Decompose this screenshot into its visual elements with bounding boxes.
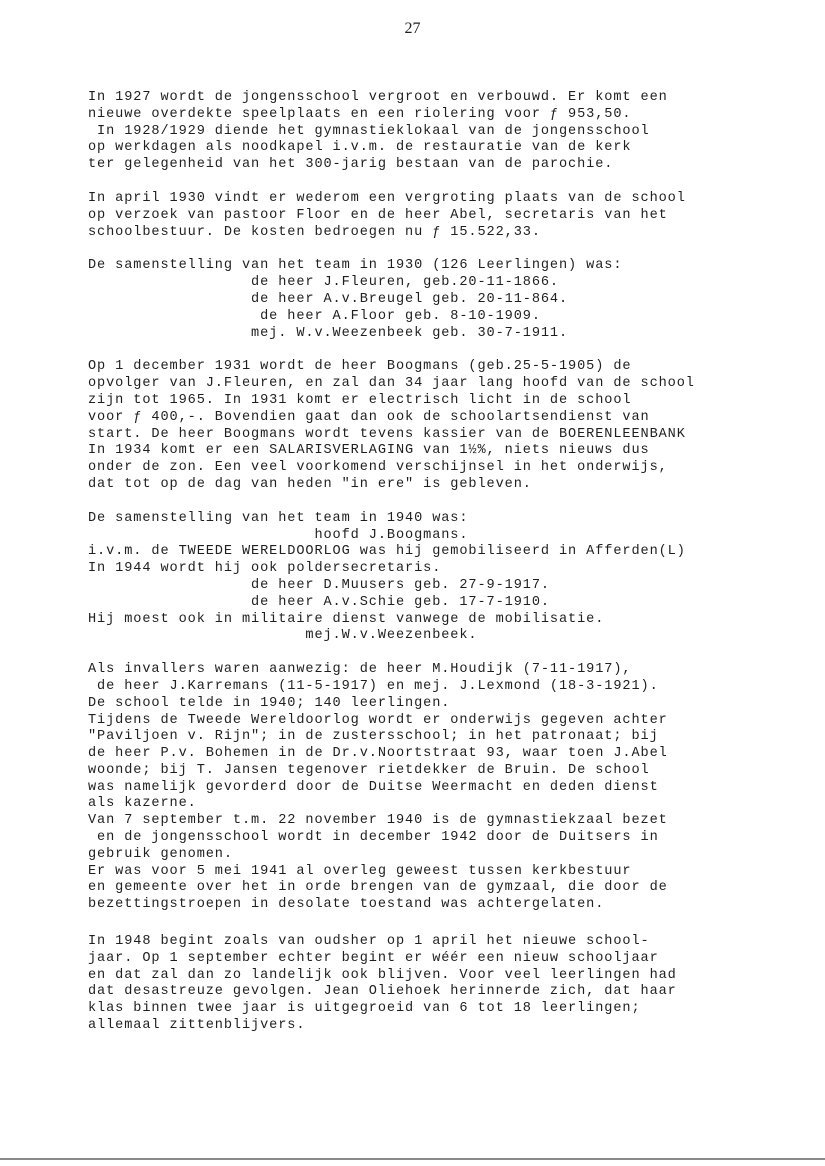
text-line: en gemeente over het in orde brengen van de gymzaal, die door de [88, 880, 668, 896]
text-line: de heer D.Muusers geb. 27-9-1917. [88, 577, 550, 593]
text-line: In 1948 begint zoals van oudsher op 1 april het nieuwe school- [88, 934, 650, 950]
scan-bottom-edge [0, 1158, 825, 1160]
text-line: de heer A.Floor geb. 8-10-1909. [88, 308, 541, 324]
text-line: hoofd J.Boogmans. [88, 527, 469, 543]
text-line: In 1944 wordt hij ook poldersecretaris. [88, 561, 442, 577]
text-line: "Paviljoen v. Rijn"; in de zustersschool; in het patronaat; bij [88, 729, 659, 745]
text-line: voor ƒ 400,-. Bovendien gaat dan ook de schoolartsendienst van [88, 409, 650, 425]
text-line: allemaal zittenblijvers. [88, 1018, 306, 1034]
paragraph-1930-enlargement [88, 191, 778, 241]
text-line: de heer A.v.Breugel geb. 20-11-864. [88, 291, 569, 307]
text-line: op verzoek van pastoor Floor en de heer Abel, secretaris van het [88, 207, 668, 223]
text-line: de heer A.v.Schie geb. 17-7-1910. [88, 594, 550, 610]
text-line: start. De heer Boogmans wordt tevens kassier van de BOERENLEENBANK [88, 426, 686, 442]
text-line: Er was voor 5 mei 1941 al overleg geweest tussen kerkbestuur [88, 863, 632, 879]
text-line: In 1934 komt er een SALARISVERLAGING van 1½%, niets nieuws dus [88, 443, 650, 459]
text-line: i.v.m. de TWEEDE WERELDOORLOG was hij gemobiliseerd in Afferden(L) [88, 544, 686, 560]
text-line: en de jongensschool wordt in december 1942 door de Duitsers in [88, 830, 659, 846]
text-line: woonde; bij T. Jansen tegenover rietdekker de Bruin. De school [88, 762, 650, 778]
paragraph-1948-schoolyear [88, 934, 778, 1035]
paragraph-team-1930 [88, 258, 778, 342]
text-line: mej.W.v.Weezenbeek. [88, 628, 478, 644]
text-line: schoolbestuur. De kosten bedroegen nu ƒ 15.522,33. [88, 224, 541, 240]
text-line: In 1928/1929 diende het gymnastieklokaal van de jongensschool [88, 123, 650, 139]
text-line: Van 7 september t.m. 22 november 1940 is de gymnastiekzaal bezet [88, 813, 668, 829]
text-line: en dat zal dan zo landelijk ook blijven. Voor veel leerlingen had [88, 967, 677, 983]
text-line: klas binnen twee jaar is uitgegroeid van 6 tot 18 leerlingen; [88, 1001, 641, 1017]
text-line: dat desastreuze gevolgen. Jean Oliehoek herinnerde zich, dat haar [88, 984, 677, 1000]
paragraph-1931-boogmans [88, 359, 778, 493]
text-line: gebruik genomen. [88, 846, 233, 862]
text-line: op werkdagen als noodkapel i.v.m. de restauratie van de kerk [88, 140, 632, 156]
text-line: De school telde in 1940; 140 leerlingen. [88, 695, 451, 711]
text-line: was namelijk gevorderd door de Duitse Weermacht en deden dienst [88, 779, 659, 795]
text-line: de heer J.Karremans (11-5-1917) en mej. J.Lexmond (18-3-1921). [88, 678, 659, 694]
text-line: Tijdens de Tweede Wereldoorlog wordt er onderwijs gegeven achter [88, 712, 668, 728]
text-line: De samenstelling van het team in 1940 was: [88, 510, 469, 526]
text-line: In 1927 wordt de jongensschool vergroot en verbouwd. Er komt een [88, 90, 668, 105]
paragraph-1927-extension [88, 90, 778, 174]
page-number: 27 [404, 20, 421, 37]
text-line: de heer P.v. Bohemen in de Dr.v.Noortstraat 93, waar toen J.Abel [88, 746, 668, 762]
text-line: zijn tot 1965. In 1931 komt er electrisch licht in de school [88, 392, 632, 408]
text-line: als kazerne. [88, 796, 197, 812]
text-line: de heer J.Fleuren, geb.20-11-1866. [88, 275, 559, 291]
text-line: De samenstelling van het team in 1930 (126 Leerlingen) was: [88, 258, 623, 274]
text-line: jaar. Op 1 september echter begint er wéér een nieuw schooljaar [88, 950, 659, 966]
text-line: dat tot op de dag van heden "in ere" is gebleven. [88, 476, 532, 492]
text-line: In april 1930 vindt er wederom een vergroting plaats van de school [88, 190, 686, 206]
text-line: ter gelegenheid van het 300-jarig bestaan van de parochie. [88, 157, 614, 173]
text-line: opvolger van J.Fleuren, en zal dan 34 jaar lang hoofd van de school [88, 376, 695, 392]
text-line: Hij moest ook in militaire dienst vanwege de mobilisatie. [88, 611, 605, 627]
text-line: mej. W.v.Weezenbeek geb. 30-7-1911. [88, 325, 569, 341]
text-line: nieuwe overdekte speelplaats en een riolering voor ƒ 953,50. [88, 106, 632, 122]
document-body [88, 90, 778, 1052]
paragraph-war-years [88, 662, 778, 914]
paragraph-team-1940 [88, 511, 778, 645]
text-line: Op 1 december 1931 wordt de heer Boogmans (geb.25-5-1905) de [88, 359, 632, 375]
text-line: onder de zon. Een veel voorkomend verschijnsel in het onderwijs, [88, 460, 668, 476]
text-line: bezettingstroepen in desolate toestand was achtergelaten. [88, 897, 605, 913]
text-line: Als invallers waren aanwezig: de heer M.Houdijk (7-11-1917), [88, 662, 632, 678]
